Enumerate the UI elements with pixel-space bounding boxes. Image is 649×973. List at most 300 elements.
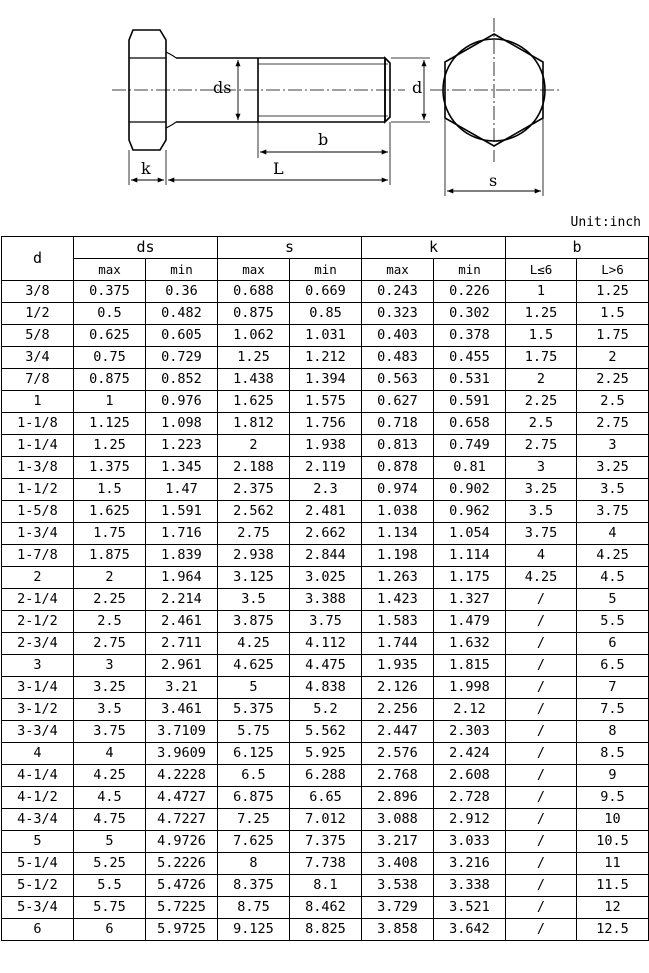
table-cell: 1.25 [74,435,146,457]
table-cell: 3.461 [146,699,218,721]
table-row [2,699,649,721]
table-cell: 3/4 [2,347,74,369]
table-row [2,413,649,435]
table-row [2,347,649,369]
header-b: b [506,237,649,259]
table-row [2,897,649,919]
table-row [2,633,649,655]
label-ds: ds [213,78,232,97]
table-cell: 6.288 [290,765,362,787]
table-cell: 4.75 [74,809,146,831]
table-cell: 5 [577,589,649,611]
table-cell: 3-1/4 [2,677,74,699]
table-cell: 2.119 [290,457,362,479]
header-k: k [362,237,506,259]
table-cell: 1.25 [577,281,649,303]
table-cell: 5.925 [290,743,362,765]
table-cell: 2 [506,369,577,391]
table-cell: 2.768 [362,765,434,787]
table-cell: 6.65 [290,787,362,809]
table-cell: 1.575 [290,391,362,413]
table-cell: 1.998 [434,677,506,699]
table-cell: 4.9726 [146,831,218,853]
table-cell: 4.25 [506,567,577,589]
table-cell: 2.728 [434,787,506,809]
table-cell: 2.711 [146,633,218,655]
table-cell: 0.658 [434,413,506,435]
table-cell: 1.394 [290,369,362,391]
table-cell: 2.896 [362,787,434,809]
table-cell: 2 [218,435,290,457]
table-cell: 1/2 [2,303,74,325]
table-cell: 3.21 [146,677,218,699]
table-cell: 4.5 [74,787,146,809]
table-cell: 2.75 [577,413,649,435]
table-cell: 5.25 [74,853,146,875]
table-cell: 2.25 [577,369,649,391]
table-cell: 3.9609 [146,743,218,765]
table-cell: 5 [74,831,146,853]
table-cell: 7.5 [577,699,649,721]
table-cell: 5.5 [74,875,146,897]
table-cell: 1.223 [146,435,218,457]
table-cell: 1.625 [74,501,146,523]
table-cell: 1.591 [146,501,218,523]
table-row [2,787,649,809]
table-cell: 2.5 [506,413,577,435]
table-cell: 3.5 [506,501,577,523]
table-cell: 4.625 [218,655,290,677]
table-cell: 0.75 [74,347,146,369]
table-cell: 1.25 [218,347,290,369]
table-row [2,501,649,523]
table-cell: 5.75 [218,721,290,743]
table-cell: 2.461 [146,611,218,633]
table-cell: 2.844 [290,545,362,567]
table-cell: 1 [74,391,146,413]
table-cell: 0.627 [362,391,434,413]
table-cell: 1.114 [434,545,506,567]
table-cell: 0.226 [434,281,506,303]
table-cell: 0.852 [146,369,218,391]
table-cell: 4.112 [290,633,362,655]
table-cell: 1.479 [434,611,506,633]
table-cell: 2.256 [362,699,434,721]
table-cell: 0.625 [74,325,146,347]
table-cell: 8.75 [218,897,290,919]
table-cell: 4.838 [290,677,362,699]
table-row [2,303,649,325]
table-row [2,875,649,897]
table-row [2,721,649,743]
table-row [2,435,649,457]
table-cell: 5-1/2 [2,875,74,897]
table-cell: 2.75 [218,523,290,545]
table-cell: 1.839 [146,545,218,567]
table-cell: 10 [577,809,649,831]
subheader-ds-max: max [74,259,146,281]
table-cell: 3.538 [362,875,434,897]
table-cell: 3-1/2 [2,699,74,721]
header-s: s [218,237,362,259]
table-cell: 4.25 [577,545,649,567]
table-cell: 7.375 [290,831,362,853]
table-cell: 1.038 [362,501,434,523]
table-cell: 1.756 [290,413,362,435]
table-cell: / [506,677,577,699]
table-cell: 1.25 [506,303,577,325]
table-cell: 1.198 [362,545,434,567]
table-cell: 2-1/4 [2,589,74,611]
table-cell: / [506,655,577,677]
dimension-table [1,236,649,941]
table-row [2,369,649,391]
table-cell: 3.388 [290,589,362,611]
table-cell: 2-3/4 [2,633,74,655]
subheader-b-short: L≤6 [506,259,577,281]
table-cell: / [506,633,577,655]
table-cell: 12.5 [577,919,649,941]
table-cell: 2.188 [218,457,290,479]
subheader-k-min: min [434,259,506,281]
table-cell: 3/8 [2,281,74,303]
table-cell: / [506,787,577,809]
table-cell: 1.75 [506,347,577,369]
table-cell: 7/8 [2,369,74,391]
table-cell: / [506,897,577,919]
table-cell: 7.25 [218,809,290,831]
table-cell: 3.338 [434,875,506,897]
table-row [2,831,649,853]
table-cell: 1-7/8 [2,545,74,567]
table-row [2,325,649,347]
table-cell: 2.447 [362,721,434,743]
table-cell: 1.5 [506,325,577,347]
table-cell: 2-1/2 [2,611,74,633]
table-cell: 2.25 [74,589,146,611]
table-cell: 1.212 [290,347,362,369]
table-cell: 2.12 [434,699,506,721]
table-cell: / [506,875,577,897]
table-cell: 0.378 [434,325,506,347]
table-cell: 4.7227 [146,809,218,831]
table-cell: 0.81 [434,457,506,479]
table-cell: 1.263 [362,567,434,589]
table-cell: 5 [2,831,74,853]
table-cell: 2.424 [434,743,506,765]
table-cell: 2.608 [434,765,506,787]
table-cell: 1-3/4 [2,523,74,545]
table-cell: 1.054 [434,523,506,545]
table-row [2,743,649,765]
table-cell: 5 [218,677,290,699]
table-row [2,655,649,677]
table-cell: / [506,765,577,787]
table-cell: 6.875 [218,787,290,809]
table-cell: 4.475 [290,655,362,677]
table-cell: / [506,721,577,743]
table-cell: 8 [577,721,649,743]
table-cell: 4.5 [577,567,649,589]
table-cell: 1.938 [290,435,362,457]
table-cell: 3.088 [362,809,434,831]
table-cell: 1.175 [434,567,506,589]
table-cell: 5.562 [290,721,362,743]
table-cell: 0.85 [290,303,362,325]
table-body [2,281,649,941]
table-cell: 3.75 [290,611,362,633]
table-cell: 9.125 [218,919,290,941]
table-cell: 4.2228 [146,765,218,787]
subheader-ds-min: min [146,259,218,281]
table-cell: 5.7225 [146,897,218,919]
label-d: d [412,78,423,97]
table-cell: 3 [74,655,146,677]
table-row [2,809,649,831]
table-cell: 1.5 [577,303,649,325]
table-cell: 0.813 [362,435,434,457]
table-cell: 5.2 [290,699,362,721]
table-cell: 3.875 [218,611,290,633]
table-cell: 1 [2,391,74,413]
table-cell: 1.345 [146,457,218,479]
table-cell: 6 [74,919,146,941]
table-cell: 2 [74,567,146,589]
table-cell: 6.125 [218,743,290,765]
table-cell: 7.738 [290,853,362,875]
table-cell: 3.75 [74,721,146,743]
table-cell: 1.098 [146,413,218,435]
table-cell: 4 [2,743,74,765]
table-cell: 2.303 [434,721,506,743]
table-cell: 0.563 [362,369,434,391]
table-cell: 3.5 [577,479,649,501]
table-cell: 3.25 [577,457,649,479]
table-cell: 1-3/8 [2,457,74,479]
table-cell: 2.912 [434,809,506,831]
table-cell: 3 [577,435,649,457]
table-cell: 3.125 [218,567,290,589]
table-row [2,677,649,699]
table-cell: / [506,589,577,611]
label-b: b [318,130,329,149]
subheader-k-max: max [362,259,434,281]
table-cell: 1.327 [434,589,506,611]
table-row [2,479,649,501]
table-cell: 2.5 [74,611,146,633]
table-cell: 3.025 [290,567,362,589]
table-cell: 2 [577,347,649,369]
table-cell: 0.974 [362,479,434,501]
subheader-s-min: min [290,259,362,281]
table-cell: 7 [577,677,649,699]
table-row [2,545,649,567]
table-cell: 0.902 [434,479,506,501]
table-cell: / [506,919,577,941]
table-cell: 1.134 [362,523,434,545]
table-cell: 8.462 [290,897,362,919]
table-cell: 0.375 [74,281,146,303]
table-row [2,567,649,589]
table-cell: 3.729 [362,897,434,919]
table-cell: 1.964 [146,567,218,589]
table-cell: 11.5 [577,875,649,897]
header-ds: ds [74,237,218,259]
table-cell: 1.47 [146,479,218,501]
table-cell: 3.521 [434,897,506,919]
table-cell: 2.375 [218,479,290,501]
table-cell: 0.455 [434,347,506,369]
table-cell: / [506,743,577,765]
table-cell: 0.36 [146,281,218,303]
table-cell: 0.749 [434,435,506,457]
table-cell: 1.031 [290,325,362,347]
table-row [2,391,649,413]
table-cell: 0.531 [434,369,506,391]
table-cell: 1.875 [74,545,146,567]
unit-label: Unit:inch [570,215,641,230]
table-cell: 3.217 [362,831,434,853]
table-cell: 3.5 [74,699,146,721]
table-cell: 1.632 [434,633,506,655]
table-cell: 2.25 [506,391,577,413]
table-cell: / [506,699,577,721]
table-cell: 2.481 [290,501,362,523]
table-cell: 9 [577,765,649,787]
table-cell: 0.669 [290,281,362,303]
table-cell: 1.5 [74,479,146,501]
table-cell: 7.625 [218,831,290,853]
table-cell: 1.716 [146,523,218,545]
table-cell: 1 [506,281,577,303]
table-cell: 0.718 [362,413,434,435]
table-cell: 3.216 [434,853,506,875]
table-cell: 5.75 [74,897,146,919]
table-cell: 3.5 [218,589,290,611]
table-cell: 1.375 [74,457,146,479]
table-cell: 3.25 [74,677,146,699]
table-cell: 4 [74,743,146,765]
table-cell: 5-1/4 [2,853,74,875]
table-row [2,853,649,875]
table-cell: 5/8 [2,325,74,347]
table-cell: 3.642 [434,919,506,941]
table-cell: 5-3/4 [2,897,74,919]
table-cell: 6.5 [577,655,649,677]
table-cell: 0.875 [218,303,290,325]
table-cell: 3 [2,655,74,677]
table-cell: 1.744 [362,633,434,655]
table-cell: 8.5 [577,743,649,765]
table-cell: 1-1/8 [2,413,74,435]
label-s: s [489,171,498,190]
table-cell: 0.5 [74,303,146,325]
table-cell: 1.423 [362,589,434,611]
table-cell: 1.125 [74,413,146,435]
table-cell: 0.875 [74,369,146,391]
table-row [2,589,649,611]
table-cell: 1.625 [218,391,290,413]
table-cell: 2 [2,567,74,589]
table-cell: 0.605 [146,325,218,347]
table-cell: 8.375 [218,875,290,897]
table-cell: 1-1/4 [2,435,74,457]
table-cell: 1-5/8 [2,501,74,523]
header-row-groups [2,237,649,259]
table-cell: 7.012 [290,809,362,831]
table-cell: 4 [506,545,577,567]
table-cell: 0.962 [434,501,506,523]
table-cell: / [506,831,577,853]
table-cell: 2.662 [290,523,362,545]
table-cell: 2.5 [577,391,649,413]
table-cell: 3.7109 [146,721,218,743]
table-cell: 0.403 [362,325,434,347]
table-cell: 1.815 [434,655,506,677]
table-cell: 3.408 [362,853,434,875]
table-cell: 3.75 [506,523,577,545]
table-row [2,523,649,545]
table-cell: 0.591 [434,391,506,413]
table-cell: 0.243 [362,281,434,303]
table-cell: 2.75 [74,633,146,655]
table-cell: 1.812 [218,413,290,435]
table-cell: 2.75 [506,435,577,457]
table-cell: 0.688 [218,281,290,303]
table-row [2,457,649,479]
table-cell: 3.858 [362,919,434,941]
table-cell: 1.935 [362,655,434,677]
table-cell: 4.25 [218,633,290,655]
table-cell: 6 [2,919,74,941]
table-cell: 2.576 [362,743,434,765]
table-cell: 4-1/2 [2,787,74,809]
table-cell: 3-3/4 [2,721,74,743]
table-cell: 4-3/4 [2,809,74,831]
table-row [2,611,649,633]
table-cell: 4.25 [74,765,146,787]
table-row [2,919,649,941]
table-cell: 2.126 [362,677,434,699]
table-cell: 5.375 [218,699,290,721]
table-cell: 2.3 [290,479,362,501]
table-cell: 9.5 [577,787,649,809]
label-k: k [141,159,151,178]
table-cell: 5.9725 [146,919,218,941]
table-cell: 1-1/2 [2,479,74,501]
table-cell: 2.938 [218,545,290,567]
table-cell: 4 [577,523,649,545]
table-cell: 1.438 [218,369,290,391]
table-cell: 8.825 [290,919,362,941]
table-cell: 10.5 [577,831,649,853]
table-cell: 1.75 [577,325,649,347]
table-row [2,281,649,303]
table-cell: 4.4727 [146,787,218,809]
table-cell: 0.976 [146,391,218,413]
table-cell: 2.214 [146,589,218,611]
table-cell: 8.1 [290,875,362,897]
table-cell: 0.878 [362,457,434,479]
table-cell: 4-1/4 [2,765,74,787]
table-row [2,765,649,787]
table-cell: 0.482 [146,303,218,325]
table-cell: 1.583 [362,611,434,633]
table-cell: 1.062 [218,325,290,347]
label-L: L [273,159,284,178]
table-cell: 3.25 [506,479,577,501]
table-cell: 5.2226 [146,853,218,875]
